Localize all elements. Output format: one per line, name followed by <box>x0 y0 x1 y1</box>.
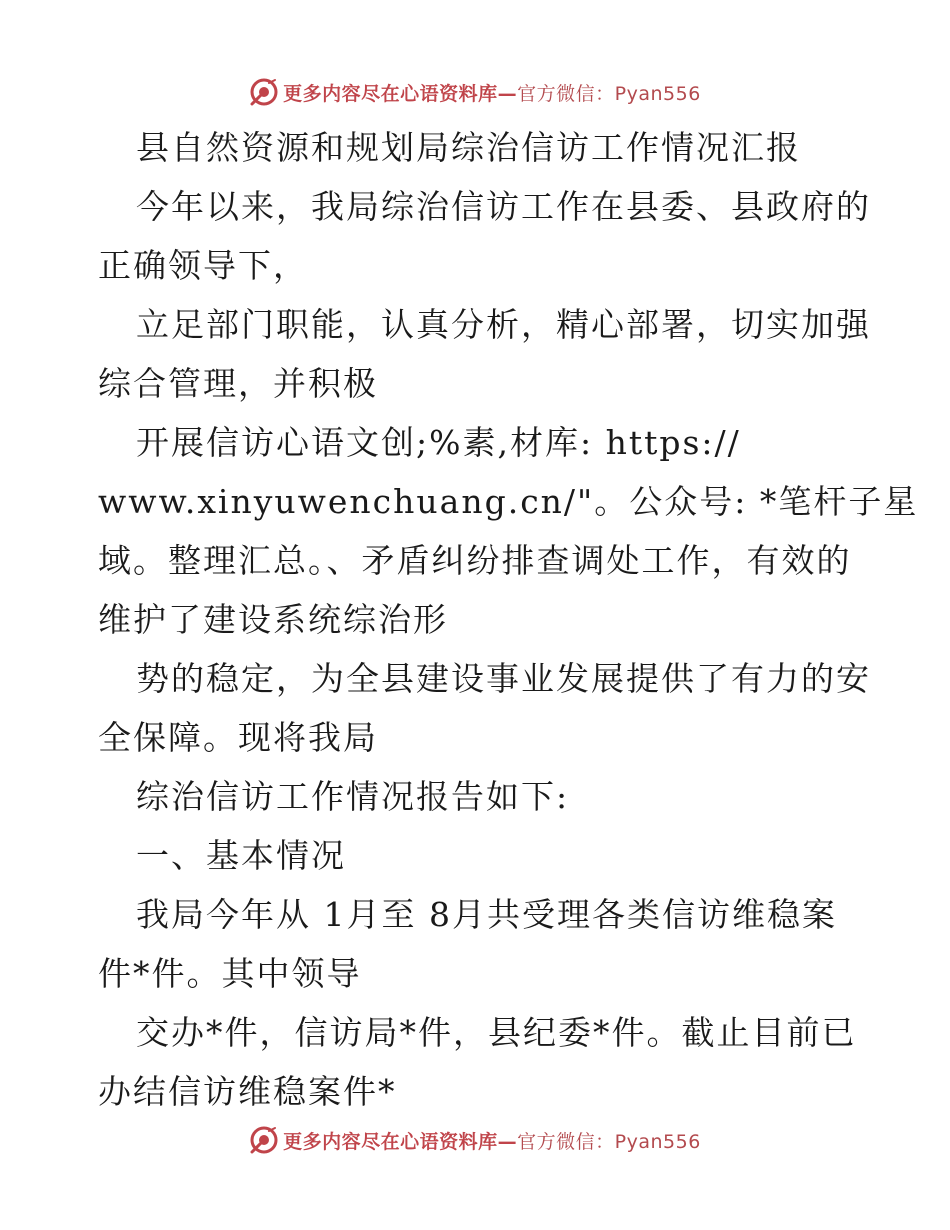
brand-logo-icon <box>249 1125 279 1155</box>
paragraph-line: 维护了建设系统综治形 <box>98 600 448 639</box>
paragraph-line: 综治信访工作情况报告如下: <box>136 777 570 816</box>
section-heading: 一、基本情况 <box>136 836 346 875</box>
paragraph-line: 域。整理汇总。、矛盾纠纷排查调处工作，有效的 <box>98 541 852 580</box>
paragraph-line: 综合管理，并积极 <box>98 364 378 403</box>
paragraph-line: 交办*件，信访局*件，县纪委*件。截止目前已 <box>136 1013 857 1052</box>
brand-logo-icon <box>249 77 279 107</box>
paragraph-line: 正确领导下， <box>98 246 308 285</box>
watermark-text: 更多内容尽在心语资料库—官方微信：Pyan556 <box>283 82 701 105</box>
paragraph-line: 开展信访心语文创;%素,材库: https:// <box>136 423 741 462</box>
document-title: 县自然资源和规划局综治信访工作情况汇报 <box>136 128 801 167</box>
header-watermark <box>0 72 950 112</box>
paragraph-line: www.xinyuwenchuang.cn/"。公众号: *笔杆子星 <box>98 482 919 521</box>
paragraph-line: 办结信访维稳案件* <box>98 1072 397 1111</box>
document-body <box>98 118 919 1121</box>
paragraph-line: 势的稳定，为全县建设事业发展提供了有力的安 <box>136 659 871 698</box>
paragraph-line: 件*件。其中领导 <box>98 954 362 993</box>
paragraph-line: 我局今年从 1月至 8月共受理各类信访维稳案 <box>136 895 837 934</box>
paragraph-line: 立足部门职能，认真分析，精心部署，切实加强 <box>136 305 871 344</box>
footer-watermark <box>0 1120 950 1160</box>
watermark-text: 更多内容尽在心语资料库—官方微信：Pyan556 <box>283 1130 701 1153</box>
paragraph-line: 全保障。现将我局 <box>98 718 378 757</box>
paragraph-line: 今年以来，我局综治信访工作在县委、县政府的 <box>136 187 871 226</box>
